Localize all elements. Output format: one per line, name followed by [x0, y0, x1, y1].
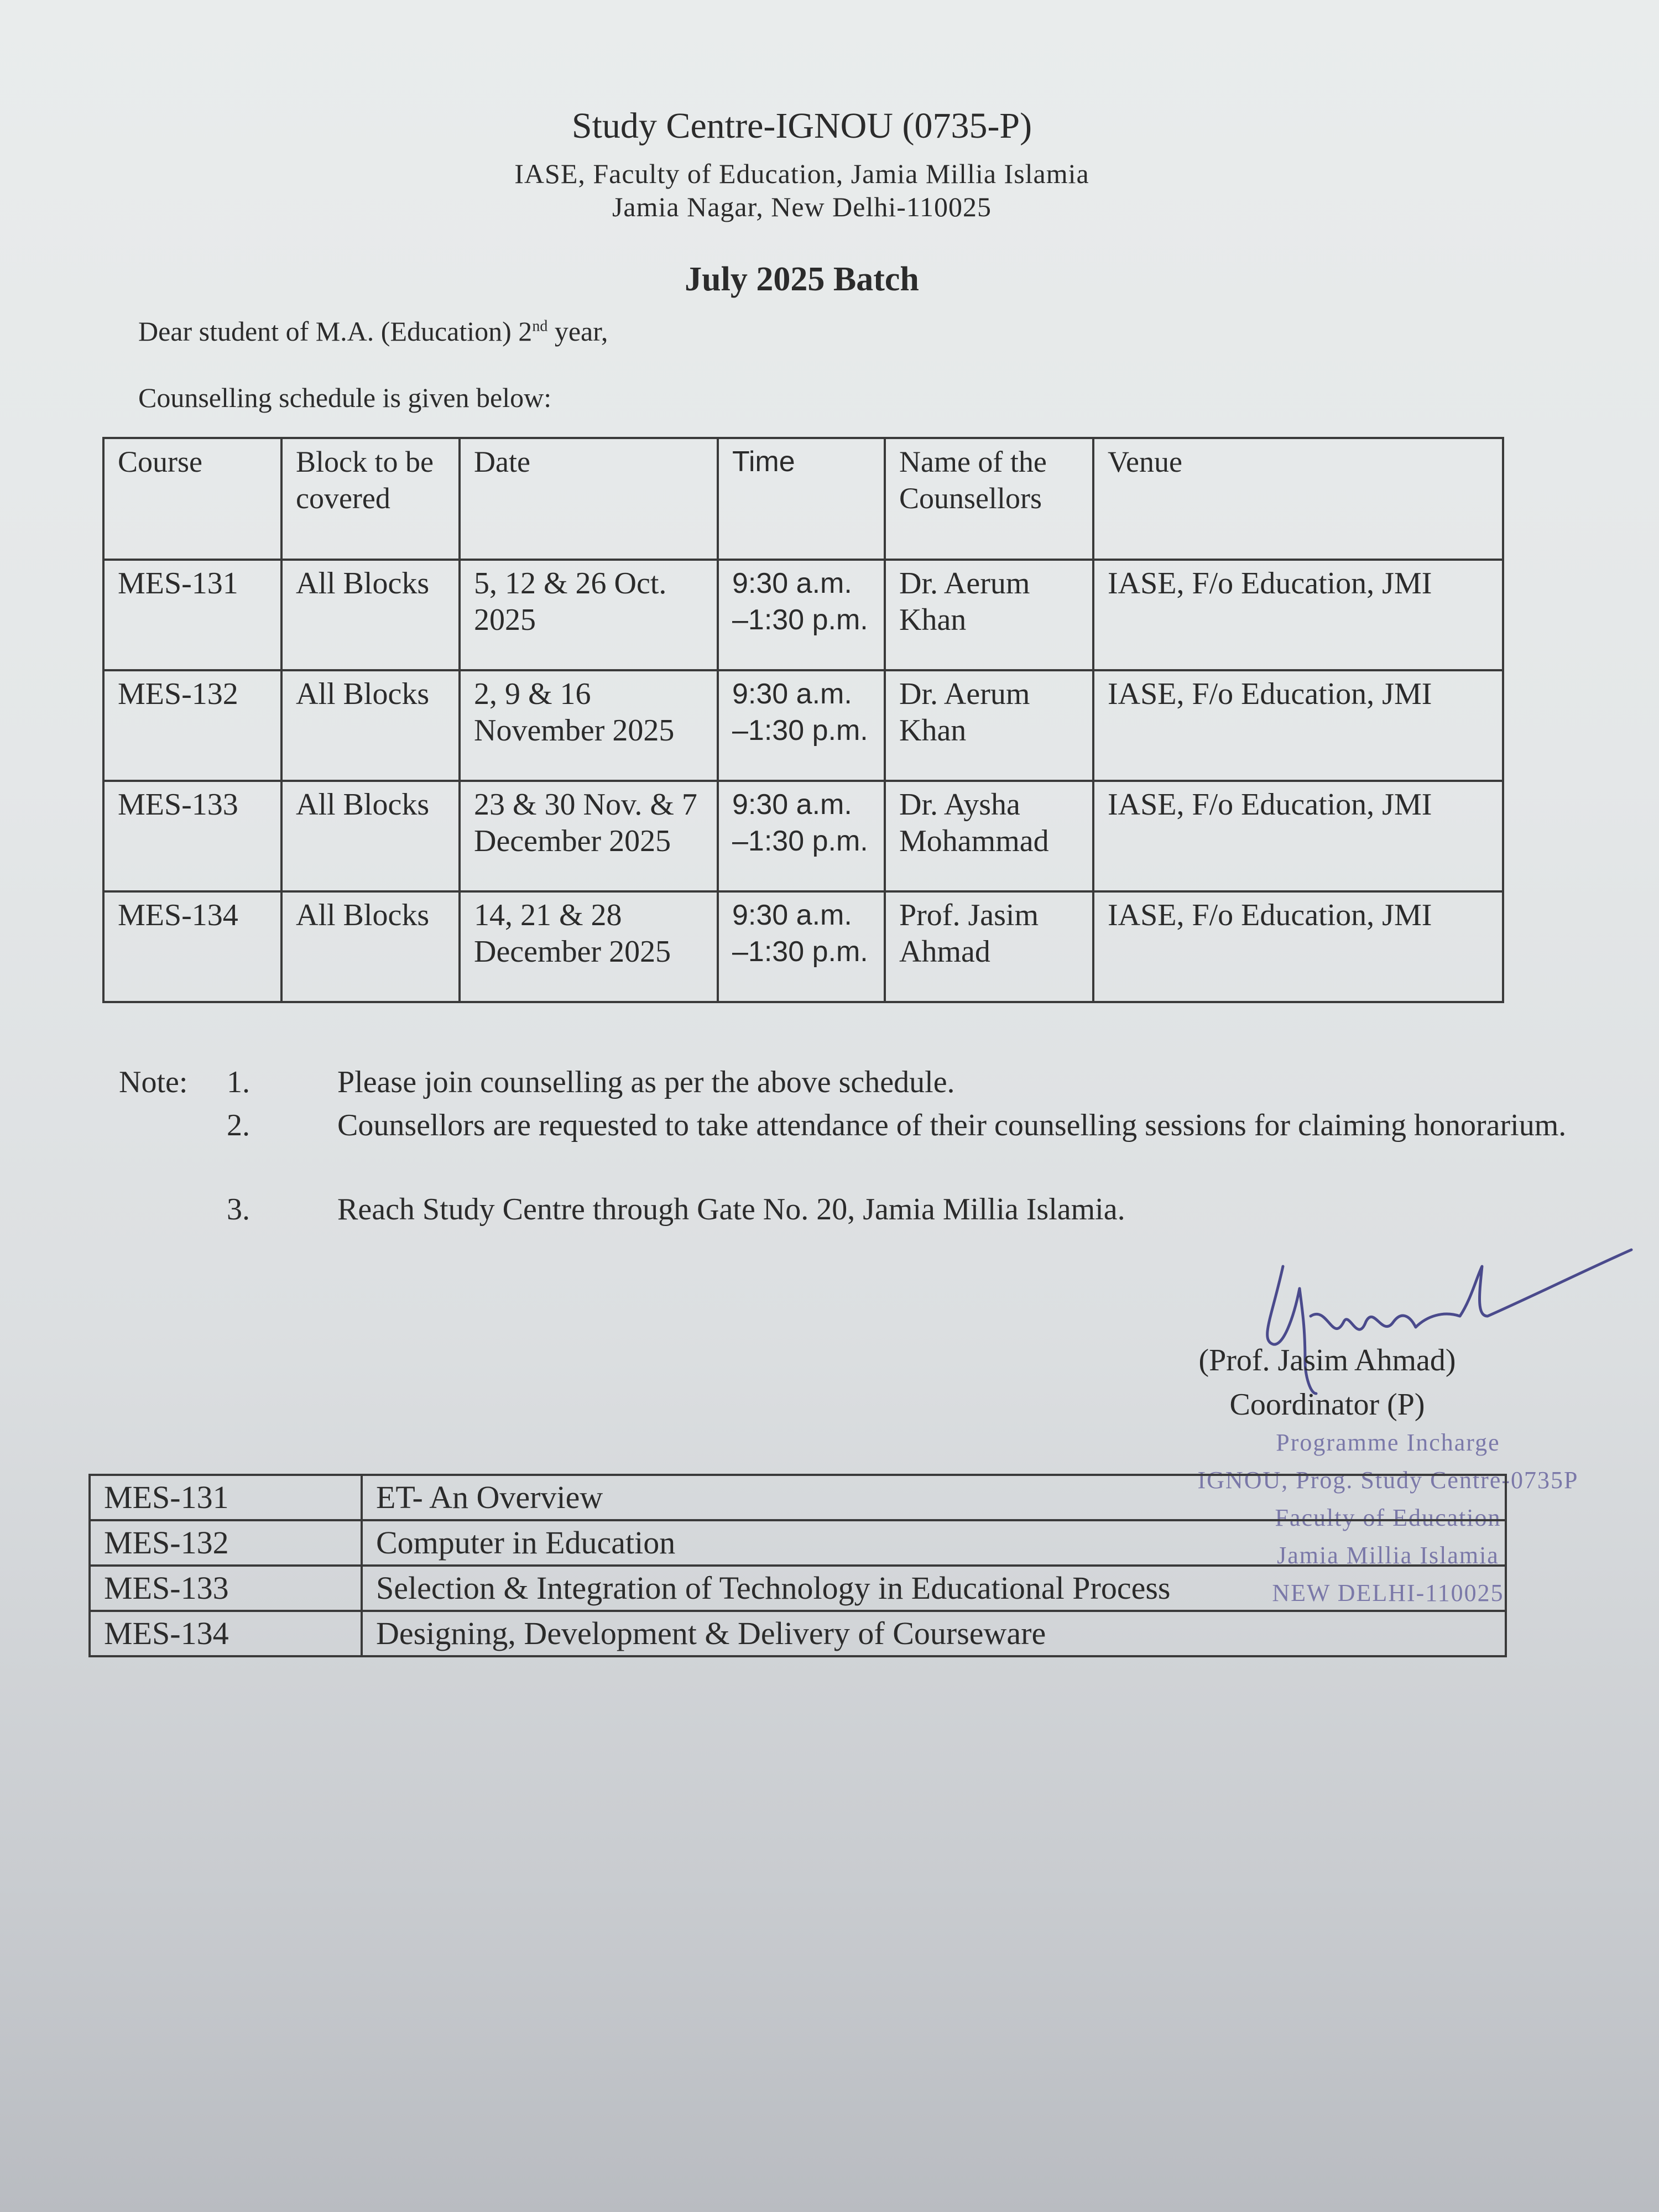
- course-cell: MES-132: [103, 670, 281, 781]
- header-time: Time: [718, 438, 885, 560]
- table-row: [90, 1520, 1506, 1566]
- note-number: 2.: [227, 1108, 250, 1142]
- course-title: ET- An Overview: [362, 1475, 1506, 1520]
- counsellor-cell: Dr. Aerum Khan: [885, 560, 1093, 670]
- greeting-line: [138, 315, 608, 347]
- greeting-ordinal: nd: [532, 317, 548, 335]
- note-number: 3.: [227, 1192, 250, 1227]
- table-row: [103, 560, 1503, 670]
- counselling-schedule-table: [102, 437, 1504, 1003]
- course-code: MES-132: [90, 1520, 362, 1566]
- course-code: MES-134: [90, 1611, 362, 1656]
- header-date: Date: [460, 438, 718, 560]
- counsellor-cell: Prof. Jasim Ahmad: [885, 891, 1093, 1002]
- course-code: MES-131: [90, 1475, 362, 1520]
- note-text: Counsellors are requested to take attendance of their counselling sessions for claiming honorarium.: [337, 1108, 1567, 1142]
- venue-cell: IASE, F/o Education, JMI: [1093, 560, 1503, 670]
- stamp-line: Programme Incharge: [1276, 1429, 1500, 1456]
- course-titles-table: [88, 1474, 1507, 1657]
- greeting-text: Dear student of M.A. (Education) 2: [138, 316, 533, 347]
- table-row: [103, 891, 1503, 1002]
- table-row: [90, 1611, 1506, 1656]
- time-cell: 9:30 a.m. –1:30 p.m.: [718, 670, 885, 781]
- table-row: [103, 670, 1503, 781]
- venue-cell: IASE, F/o Education, JMI: [1093, 781, 1503, 891]
- time-cell: 9:30 a.m. –1:30 p.m.: [718, 891, 885, 1002]
- note-text: Reach Study Centre through Gate No. 20, Jamia Millia Islamia.: [337, 1192, 1125, 1227]
- header-venue: Venue: [1093, 438, 1503, 560]
- block-cell: All Blocks: [281, 670, 460, 781]
- signatory-block: [1161, 1338, 1493, 1427]
- table-row: [90, 1566, 1506, 1611]
- block-cell: All Blocks: [281, 891, 460, 1002]
- table-row: [90, 1475, 1506, 1520]
- block-cell: All Blocks: [281, 560, 460, 670]
- study-centre-title: Study Centre-IGNOU (0735-P): [571, 106, 1032, 146]
- schedule-intro: Counselling schedule is given below:: [138, 382, 552, 413]
- header-block: Block to be covered: [281, 438, 460, 560]
- course-code: MES-133: [90, 1566, 362, 1611]
- institution-name: IASE, Faculty of Education, Jamia Millia Islamia: [514, 158, 1089, 189]
- time-cell: 9:30 a.m. –1:30 p.m.: [718, 560, 885, 670]
- schedule-header-row: [103, 438, 1503, 560]
- course-title: Computer in Education: [362, 1520, 1506, 1566]
- course-cell: MES-133: [103, 781, 281, 891]
- signatory-role: Coordinator (P): [1229, 1387, 1425, 1422]
- note-text: Please join counselling as per the above schedule.: [337, 1065, 955, 1099]
- stamp-line: Faculty of Education: [1275, 1504, 1501, 1531]
- course-title: Designing, Development & Delivery of Courseware: [362, 1611, 1506, 1656]
- date-cell: 5, 12 & 26 Oct. 2025: [460, 560, 718, 670]
- table-row: [103, 781, 1503, 891]
- date-cell: 23 & 30 Nov. & 7 December 2025: [460, 781, 718, 891]
- venue-cell: IASE, F/o Education, JMI: [1093, 891, 1503, 1002]
- batch-heading: July 2025 Batch: [685, 260, 919, 298]
- stamp-line: IGNOU, Prog. Study Centre-0735P: [1197, 1467, 1579, 1494]
- stamp-line: Jamia Millia Islamia: [1277, 1542, 1499, 1569]
- note-number: 1.: [227, 1065, 250, 1099]
- stamp-line: NEW DELHI-110025: [1272, 1579, 1504, 1606]
- institution-address: Jamia Nagar, New Delhi-110025: [612, 191, 992, 222]
- counsellor-cell: Dr. Aysha Mohammad: [885, 781, 1093, 891]
- greeting-suffix: year,: [547, 316, 608, 347]
- signatory-name: (Prof. Jasim Ahmad): [1198, 1343, 1456, 1378]
- course-title: Selection & Integration of Technology in Educational Process: [362, 1566, 1506, 1611]
- notes-label: Note:: [119, 1065, 188, 1099]
- header-counsellors: Name of the Counsellors: [885, 438, 1093, 560]
- course-cell: MES-134: [103, 891, 281, 1002]
- venue-cell: IASE, F/o Education, JMI: [1093, 670, 1503, 781]
- counsellor-cell: Dr. Aerum Khan: [885, 670, 1093, 781]
- date-cell: 2, 9 & 16 November 2025: [460, 670, 718, 781]
- time-cell: 9:30 a.m. –1:30 p.m.: [718, 781, 885, 891]
- date-cell: 14, 21 & 28 December 2025: [460, 891, 718, 1002]
- course-cell: MES-131: [103, 560, 281, 670]
- block-cell: All Blocks: [281, 781, 460, 891]
- header-course: Course: [103, 438, 281, 560]
